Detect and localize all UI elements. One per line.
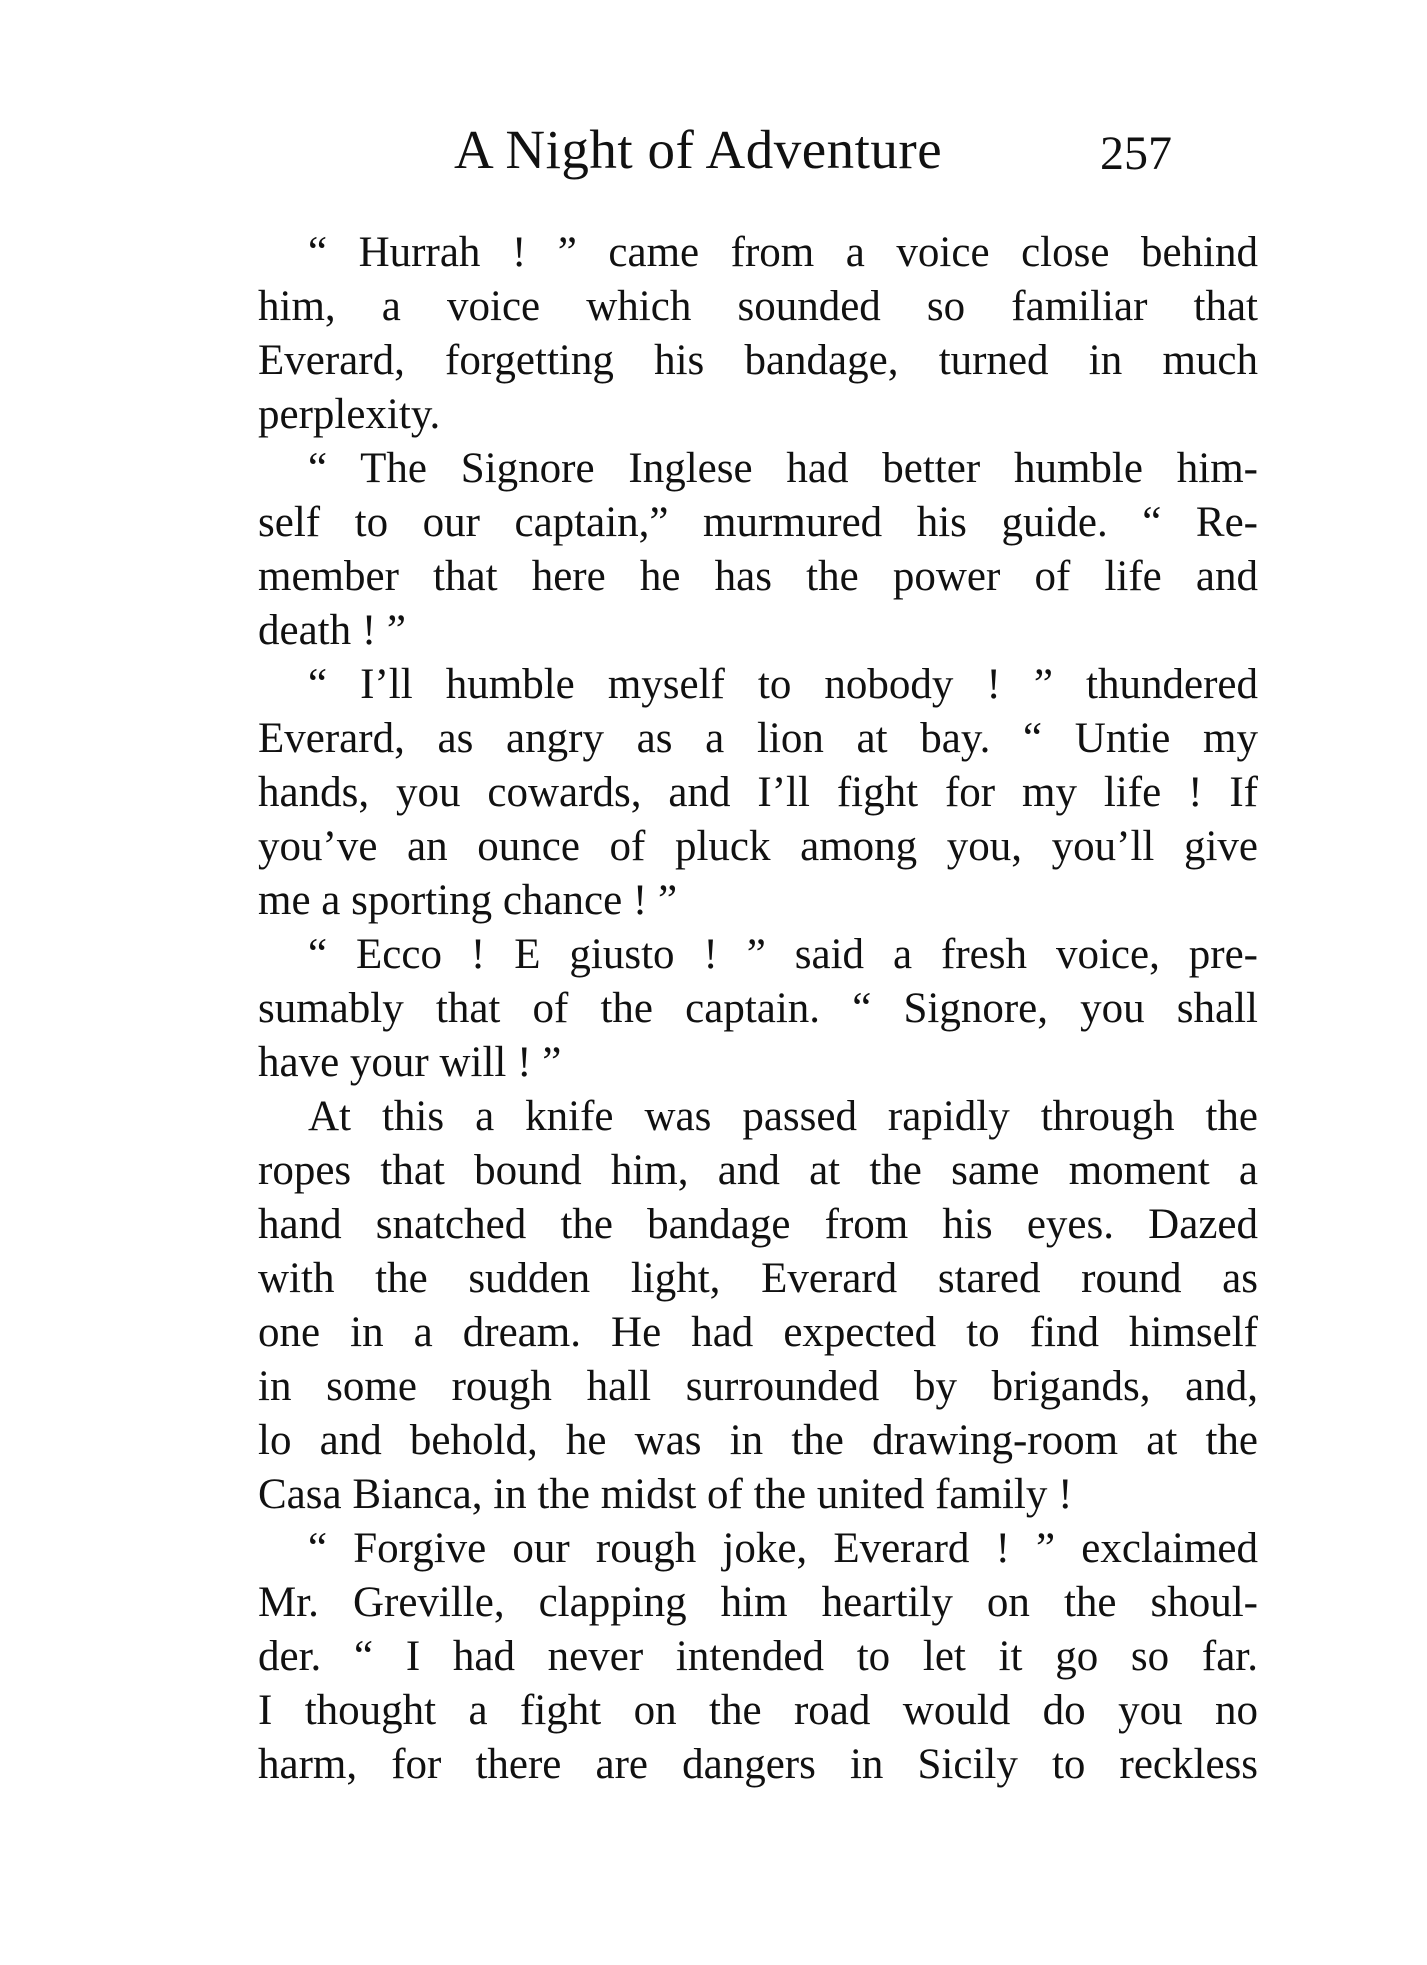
text-line: him, a voice which sounded so familiar that [258, 283, 1258, 330]
text-line: “ Hurrah ! ” came from a voice close behind [308, 229, 1258, 276]
running-title: A Night of Adventure [454, 119, 943, 180]
text-line: me a sporting chance ! ” [258, 877, 678, 924]
text-line: member that here he has the power of life and [258, 553, 1258, 600]
text-line: “ Ecco ! E giusto ! ” said a fresh voice, pre- [308, 931, 1258, 978]
text-line: ropes that bound him, and at the same moment a [258, 1147, 1258, 1194]
text-line: “ I’ll humble myself to nobody ! ” thundered [308, 661, 1258, 708]
text-line: have your will ! ” [258, 1039, 562, 1086]
text-line: Everard, as angry as a lion at bay. “ Untie my [258, 715, 1258, 762]
text-line: hand snatched the bandage from his eyes. Dazed [258, 1201, 1258, 1248]
text-line: lo and behold, he was in the drawing-room at the [258, 1417, 1258, 1464]
text-line: with the sudden light, Everard stared round as [258, 1255, 1258, 1302]
text-line: you’ve an ounce of pluck among you, you’ll give [258, 823, 1258, 870]
text-line: harm, for there are dangers in Sicily to reckless [258, 1741, 1258, 1788]
text-line: Mr. Greville, clapping him heartily on the shoul- [258, 1579, 1258, 1626]
text-line: sumably that of the captain. “ Signore, you shall [258, 985, 1258, 1032]
text-line: I thought a fight on the road would do you no [258, 1687, 1258, 1734]
text-line: “ Forgive our rough joke, Everard ! ” exclaimed [308, 1525, 1258, 1572]
page-number: 257 [1100, 127, 1172, 180]
text-line: Everard, forgetting his bandage, turned in much [258, 337, 1258, 384]
text-line: in some rough hall surrounded by brigands, and, [258, 1363, 1258, 1410]
text-line: perplexity. [258, 391, 441, 438]
text-line: Casa Bianca, in the midst of the united family ! [258, 1471, 1073, 1518]
text-line: “ The Signore Inglese had better humble him- [308, 445, 1258, 492]
text-line: der. “ I had never intended to let it go so far. [258, 1633, 1258, 1680]
page-header [258, 118, 1258, 198]
text-line: self to our captain,” murmured his guide. “ Re- [258, 499, 1258, 546]
text-line: death ! ” [258, 607, 407, 654]
text-line: hands, you cowards, and I’ll fight for my life ! If [258, 769, 1258, 816]
text-line: At this a knife was passed rapidly through the [308, 1093, 1258, 1140]
text-line: one in a dream. He had expected to find himself [258, 1309, 1258, 1356]
